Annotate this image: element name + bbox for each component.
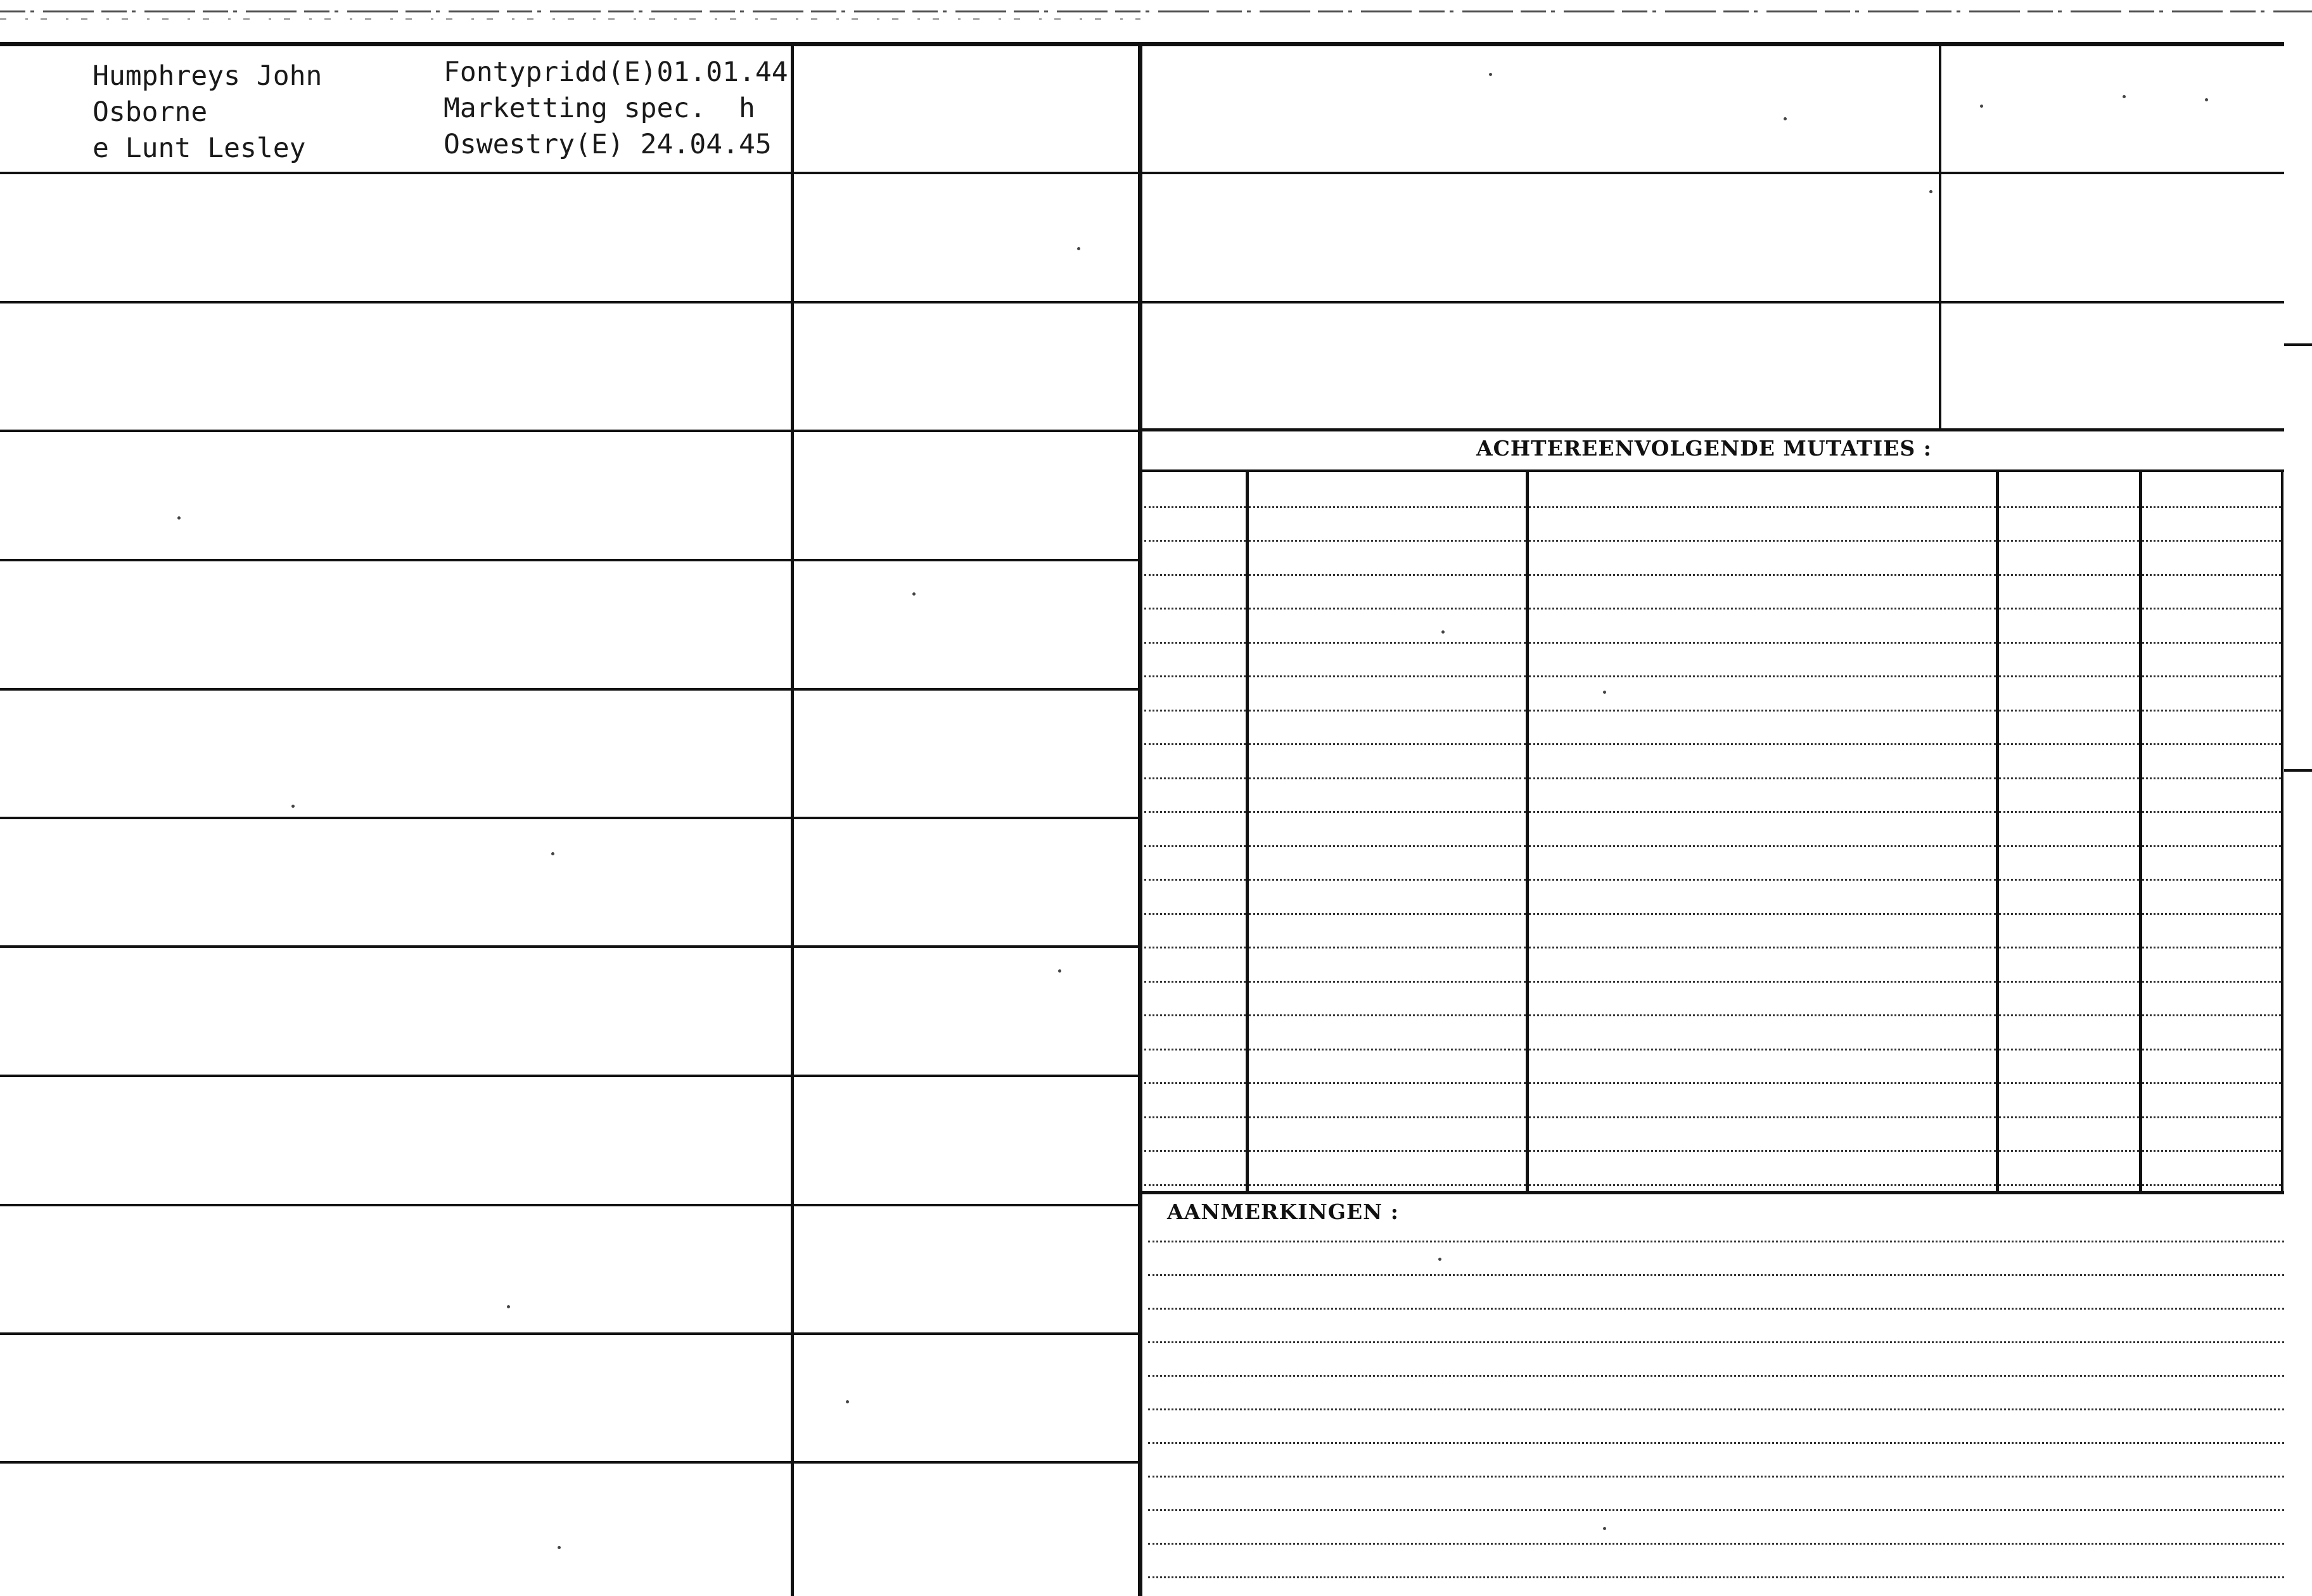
column-divider bbox=[1939, 44, 1941, 428]
mutation-row-rule bbox=[1144, 1014, 1246, 1016]
mutation-row-rule bbox=[1999, 811, 2139, 813]
scan-speck bbox=[177, 516, 181, 520]
mutation-row-rule bbox=[1144, 981, 1246, 983]
scan-speck bbox=[2205, 98, 2208, 101]
row-divider bbox=[0, 1075, 1140, 1077]
mutation-row-rule bbox=[2142, 675, 2281, 677]
mutation-row-rule bbox=[1144, 913, 1246, 915]
mutations-table-top bbox=[1140, 469, 2284, 472]
row-divider bbox=[0, 1461, 1140, 1464]
mutation-row-rule bbox=[1529, 1049, 1996, 1050]
mutation-row-rule bbox=[1249, 574, 1526, 576]
row-divider bbox=[0, 688, 1140, 691]
mutation-row-rule bbox=[1249, 1082, 1526, 1084]
mutation-row-rule bbox=[1999, 1082, 2139, 1084]
mutation-row-rule bbox=[1144, 879, 1246, 881]
mutation-row-rule bbox=[1999, 608, 2139, 610]
mutation-row-rule bbox=[1249, 642, 1526, 644]
section-divider bbox=[1138, 44, 1142, 1596]
scan-speck bbox=[846, 1400, 849, 1403]
row-divider bbox=[0, 559, 1140, 561]
scan-speck bbox=[1929, 190, 1932, 193]
remark-rule bbox=[1148, 1476, 2284, 1478]
mutation-row-rule bbox=[2142, 642, 2281, 644]
mutation-row-rule bbox=[1144, 1082, 1246, 1084]
mutation-row-rule bbox=[1249, 1184, 1526, 1186]
mutation-row-rule bbox=[1144, 642, 1246, 644]
remark-rule bbox=[1148, 1509, 2284, 1511]
mutation-row-rule bbox=[1529, 1014, 1996, 1016]
detail-line-2: Marketting spec. h bbox=[444, 93, 755, 124]
name-line-2: Osborne bbox=[93, 96, 208, 128]
edge-tick bbox=[2284, 769, 2312, 772]
mutation-row-rule bbox=[1249, 777, 1526, 779]
column-divider bbox=[791, 44, 794, 1596]
scan-edge bbox=[0, 0, 2312, 25]
mutation-row-rule bbox=[1529, 710, 1996, 712]
mutation-row-rule bbox=[1249, 811, 1526, 813]
mutation-row-rule bbox=[1249, 675, 1526, 677]
mutation-row-rule bbox=[1529, 506, 1996, 508]
mutation-row-rule bbox=[1144, 675, 1246, 677]
mutation-row-rule bbox=[1529, 947, 1996, 948]
mutation-row-rule bbox=[1529, 879, 1996, 881]
remark-rule bbox=[1148, 1375, 2284, 1377]
mutation-row-rule bbox=[1249, 1150, 1526, 1152]
scan-speck bbox=[558, 1546, 561, 1549]
mutation-row-rule bbox=[1144, 1116, 1246, 1118]
detail-line-3: Oswestry(E) 24.04.45 bbox=[444, 129, 772, 160]
mutation-row-rule bbox=[1529, 1082, 1996, 1084]
mutation-row-rule bbox=[2142, 913, 2281, 915]
mutation-row-rule bbox=[1999, 506, 2139, 508]
scan-speck bbox=[1603, 691, 1606, 694]
mutation-row-rule bbox=[1999, 1014, 2139, 1016]
mutation-row-rule bbox=[1144, 506, 1246, 508]
remark-rule bbox=[1148, 1576, 2284, 1578]
mutation-row-rule bbox=[1144, 608, 1246, 610]
scan-speck bbox=[551, 852, 554, 855]
remark-rule bbox=[1148, 1543, 2284, 1545]
mutation-row-rule bbox=[1529, 777, 1996, 779]
mutation-row-rule bbox=[1249, 608, 1526, 610]
remark-rule bbox=[1148, 1408, 2284, 1410]
mutation-row-rule bbox=[1529, 913, 1996, 915]
mutation-row-rule bbox=[1144, 845, 1246, 847]
edge-tick bbox=[2284, 343, 2312, 346]
scan-speck bbox=[291, 805, 295, 808]
mutation-row-rule bbox=[1249, 947, 1526, 948]
mutation-row-rule bbox=[1999, 710, 2139, 712]
mutation-row-rule bbox=[2142, 845, 2281, 847]
mutations-table-bottom bbox=[1140, 1191, 2284, 1194]
mutation-row-rule bbox=[2142, 574, 2281, 576]
row-divider bbox=[1140, 428, 2284, 431]
mutation-row-rule bbox=[1529, 608, 1996, 610]
mutation-row-rule bbox=[2142, 1116, 2281, 1118]
row-divider bbox=[0, 1332, 1140, 1335]
mutation-row-rule bbox=[1144, 574, 1246, 576]
mutation-row-rule bbox=[1529, 540, 1996, 542]
name-line-3: e Lunt Lesley bbox=[93, 132, 306, 164]
mutation-row-rule bbox=[1144, 710, 1246, 712]
remark-rule bbox=[1148, 1241, 2284, 1242]
mutation-row-rule bbox=[1529, 675, 1996, 677]
mutation-row-rule bbox=[1529, 845, 1996, 847]
mutation-row-rule bbox=[1144, 811, 1246, 813]
mutation-row-rule bbox=[1999, 642, 2139, 644]
mutation-row-rule bbox=[2142, 1014, 2281, 1016]
remark-rule bbox=[1148, 1341, 2284, 1343]
name-line-1: Humphreys John bbox=[93, 60, 323, 92]
mutation-row-rule bbox=[1249, 1049, 1526, 1050]
row-divider bbox=[0, 945, 1140, 948]
mutation-row-rule bbox=[1529, 1116, 1996, 1118]
mutation-row-rule bbox=[1144, 540, 1246, 542]
mutation-row-rule bbox=[2142, 710, 2281, 712]
mutation-row-rule bbox=[2142, 1184, 2281, 1186]
mutation-row-rule bbox=[1144, 743, 1246, 745]
remark-rule bbox=[1148, 1274, 2284, 1276]
mutation-row-rule bbox=[1249, 710, 1526, 712]
row-divider bbox=[0, 301, 1140, 303]
mutation-row-rule bbox=[1999, 777, 2139, 779]
mutation-row-rule bbox=[1999, 981, 2139, 983]
scan-speck bbox=[912, 592, 916, 596]
mutation-row-rule bbox=[1529, 574, 1996, 576]
mutation-row-rule bbox=[2142, 981, 2281, 983]
mutation-row-rule bbox=[1999, 1150, 2139, 1152]
mutation-row-rule bbox=[2142, 1150, 2281, 1152]
mutation-row-rule bbox=[1144, 1049, 1246, 1050]
mutation-row-rule bbox=[1249, 879, 1526, 881]
mutation-row-rule bbox=[2142, 608, 2281, 610]
mutation-row-rule bbox=[1529, 1150, 1996, 1152]
mutation-row-rule bbox=[2142, 743, 2281, 745]
mutation-row-rule bbox=[2142, 879, 2281, 881]
row-divider bbox=[0, 172, 1140, 174]
mutation-row-rule bbox=[1999, 1049, 2139, 1050]
detail-line-1: Fontypridd(E)01.01.44 bbox=[444, 56, 788, 88]
scan-speck bbox=[507, 1305, 510, 1308]
row-divider bbox=[1140, 172, 2284, 174]
remark-rule bbox=[1148, 1308, 2284, 1310]
mutation-row-rule bbox=[1529, 1184, 1996, 1186]
mutation-row-rule bbox=[1999, 540, 2139, 542]
mutation-row-rule bbox=[1144, 777, 1246, 779]
mutations-column-divider bbox=[2281, 472, 2283, 1191]
mutation-row-rule bbox=[2142, 506, 2281, 508]
mutation-row-rule bbox=[1249, 845, 1526, 847]
mutation-row-rule bbox=[1249, 913, 1526, 915]
scan-speck bbox=[1489, 73, 1492, 76]
scan-speck bbox=[1058, 969, 1061, 973]
mutation-row-rule bbox=[1529, 981, 1996, 983]
mutation-row-rule bbox=[1529, 743, 1996, 745]
mutation-row-rule bbox=[1249, 506, 1526, 508]
mutation-row-rule bbox=[1249, 540, 1526, 542]
remarks-header: AANMERKINGEN : bbox=[1167, 1199, 1399, 1224]
scan-speck bbox=[1980, 105, 1983, 108]
mutation-row-rule bbox=[1529, 642, 1996, 644]
mutation-row-rule bbox=[1249, 981, 1526, 983]
mutation-row-rule bbox=[1144, 1150, 1246, 1152]
mutation-row-rule bbox=[2142, 1082, 2281, 1084]
mutation-row-rule bbox=[1529, 811, 1996, 813]
mutation-row-rule bbox=[1249, 1116, 1526, 1118]
row-divider bbox=[0, 817, 1140, 819]
mutation-row-rule bbox=[1249, 1014, 1526, 1016]
mutation-row-rule bbox=[1999, 1116, 2139, 1118]
mutation-row-rule bbox=[2142, 811, 2281, 813]
mutation-row-rule bbox=[1999, 879, 2139, 881]
mutation-row-rule bbox=[1999, 845, 2139, 847]
row-divider bbox=[0, 1204, 1140, 1206]
mutation-row-rule bbox=[2142, 540, 2281, 542]
scan-speck bbox=[1603, 1527, 1606, 1530]
mutations-header: ACHTEREENVOLGENDE MUTATIES : bbox=[1476, 436, 1932, 461]
row-divider bbox=[1140, 301, 2284, 303]
mutation-row-rule bbox=[2142, 947, 2281, 948]
mutation-row-rule bbox=[1999, 913, 2139, 915]
mutation-row-rule bbox=[2142, 1049, 2281, 1050]
scan-speck bbox=[1441, 630, 1445, 634]
mutation-row-rule bbox=[1999, 1184, 2139, 1186]
mutation-row-rule bbox=[2142, 777, 2281, 779]
scan-speck bbox=[1438, 1258, 1441, 1261]
scan-speck bbox=[2123, 95, 2126, 98]
mutation-row-rule bbox=[1144, 1184, 1246, 1186]
scan-speck bbox=[1784, 117, 1787, 120]
mutation-row-rule bbox=[1999, 947, 2139, 948]
mutation-row-rule bbox=[1999, 574, 2139, 576]
row-divider bbox=[0, 430, 1140, 432]
mutation-row-rule bbox=[1144, 947, 1246, 948]
mutation-row-rule bbox=[1249, 743, 1526, 745]
remark-rule bbox=[1148, 1442, 2284, 1444]
mutation-row-rule bbox=[1999, 743, 2139, 745]
mutation-row-rule bbox=[1999, 675, 2139, 677]
scan-speck bbox=[1077, 247, 1080, 250]
